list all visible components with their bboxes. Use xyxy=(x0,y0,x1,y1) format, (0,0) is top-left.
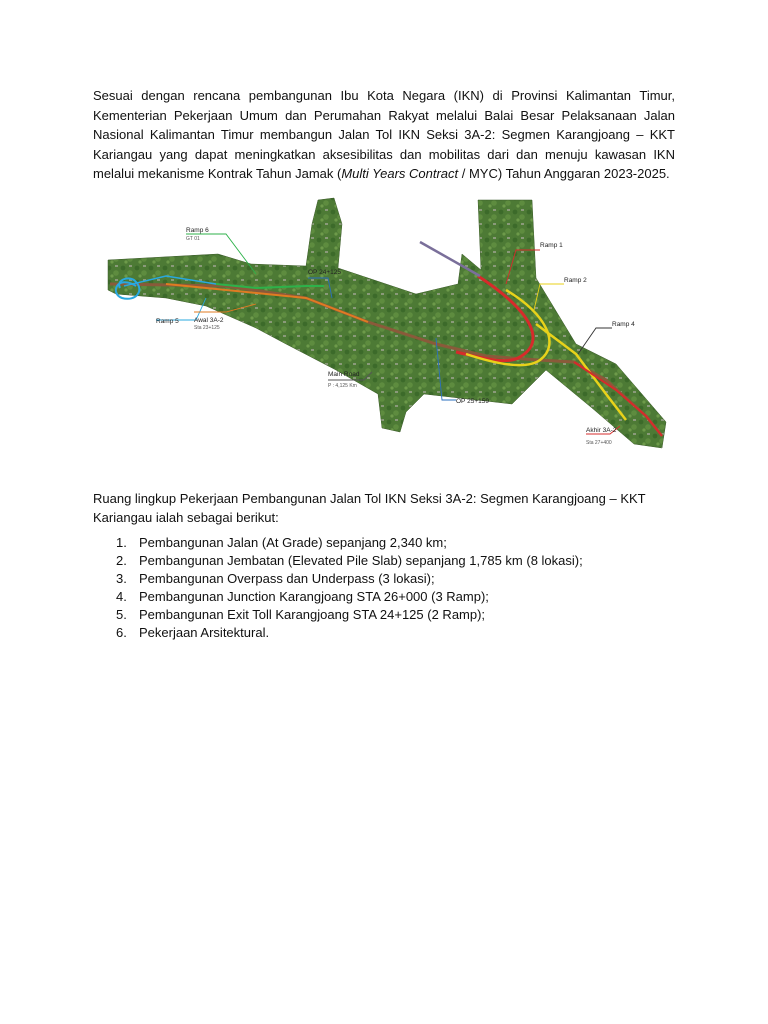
intro-paragraph xyxy=(93,86,675,184)
ramp6-label: Ramp 6 xyxy=(186,227,209,234)
list-item xyxy=(93,588,675,606)
awal-sublabel: Sta 23+125 xyxy=(194,325,220,331)
list-item-number: 4. xyxy=(116,589,127,604)
op-25159-label: OP 25+159 xyxy=(456,398,489,405)
list-item xyxy=(93,552,675,570)
intro-text-part2: / MYC) Tahun Anggaran 2023-2025. xyxy=(458,166,670,181)
ramp5-label: Ramp 5 xyxy=(156,318,179,325)
awal-label: Awal 3A-2 xyxy=(194,317,224,324)
list-item-text: Pembangunan Jembatan (Elevated Pile Slab) sepanjang 1,785 km (8 lokasi); xyxy=(139,553,583,568)
list-item xyxy=(93,606,675,624)
list-item-text: Pembangunan Jalan (At Grade) sepanjang 2,340 km; xyxy=(139,535,447,550)
list-item-number: 5. xyxy=(116,607,127,622)
list-item-text: Pembangunan Overpass dan Underpass (3 lokasi); xyxy=(139,571,435,586)
intro-text-part1: Sesuai dengan rencana pembangunan Ibu Kota Negara (IKN) di Provinsi Kalimantan Timur, Kementerian Pekerjaan Umum dan Perumahan Rakyat melalui Balai Besar Pelaksanaan Jalan Nasional Kalimantan Timur membangun Jalan Tol IKN Seksi 3A-2: Segmen Karangjoang – KKT Kariangau yang dapat meningkatkan aksesibilitas dan mobilitas dari dan menuju kawasan IKN melalui mekanisme Kontrak Tahun Jamak ( xyxy=(93,88,675,181)
scope-list xyxy=(93,534,675,642)
toll-road-map xyxy=(106,194,672,452)
list-item-number: 2. xyxy=(116,553,127,568)
intro-text-italic: Multi Years Contract xyxy=(341,166,459,181)
list-item-number: 1. xyxy=(116,535,127,550)
list-item xyxy=(93,534,675,552)
ramp1-label: Ramp 1 xyxy=(540,242,563,249)
ramp4-label: Ramp 4 xyxy=(612,321,635,328)
list-item xyxy=(93,624,675,642)
list-item-number: 3. xyxy=(116,571,127,586)
upper-access-line xyxy=(420,242,480,276)
ramp2-label: Ramp 2 xyxy=(564,277,587,284)
akhir-sublabel: Sta 27+400 xyxy=(586,440,612,446)
scope-heading: Ruang lingkup Pekerjaan Pembangunan Jalan Tol IKN Seksi 3A-2: Segmen Karangjoang – KKT Kariangau ialah sebagai berikut: xyxy=(93,491,646,525)
akhir-label: Akhir 3A-2 xyxy=(586,427,617,434)
ramp6-sublabel: GT 01 xyxy=(186,236,200,242)
main-road-sublabel: P : 4,125 Km xyxy=(328,383,357,389)
list-item-text: Pekerjaan Arsitektural. xyxy=(139,625,270,640)
main-road-label: Main Road xyxy=(328,371,360,378)
op-24125-label: OP 24+125 xyxy=(308,269,341,276)
list-item-number: 6. xyxy=(116,625,127,640)
list-item-text: Pembangunan Exit Toll Karangjoang STA 24+125 (2 Ramp); xyxy=(139,607,486,622)
list-item-text: Pembangunan Junction Karangjoang STA 26+000 (3 Ramp); xyxy=(139,589,489,604)
list-item xyxy=(93,570,675,588)
